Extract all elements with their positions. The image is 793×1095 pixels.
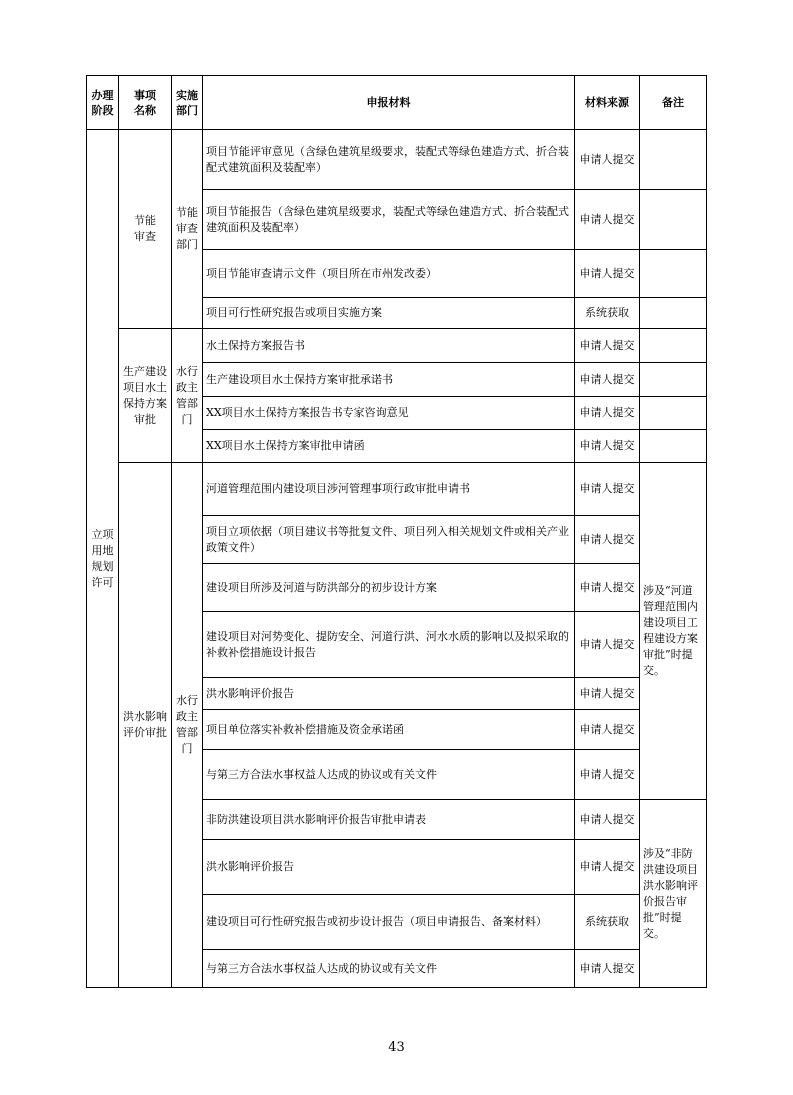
source-cell: 申请人提交 — [575, 800, 640, 840]
material-cell: 项目可行性研究报告或项目实施方案 — [203, 298, 575, 329]
source-cell: 申请人提交 — [575, 950, 640, 988]
material-cell: 项目立项依据（项目建议书等批复文件、项目列入相关规划文件或相关产业政策文件） — [203, 516, 575, 564]
source-cell: 申请人提交 — [575, 363, 640, 397]
source-cell: 申请人提交 — [575, 329, 640, 363]
source-cell: 申请人提交 — [575, 430, 640, 463]
source-cell: 系统获取 — [575, 298, 640, 329]
source-cell: 申请人提交 — [575, 750, 640, 800]
header-item: 事项名称 — [119, 76, 172, 130]
material-cell: 洪水影响评价报告 — [203, 678, 575, 710]
material-cell: 项目单位落实补救补偿措施及资金承诺函 — [203, 710, 575, 750]
source-cell: 申请人提交 — [575, 710, 640, 750]
source-cell: 申请人提交 — [575, 612, 640, 678]
remark-cell — [640, 397, 707, 430]
dept-cell: 节能审查部门 — [172, 130, 203, 329]
table-row — [87, 329, 707, 363]
materials-table — [86, 75, 707, 988]
remark-cell — [640, 329, 707, 363]
dept-cell: 水行政主管部门 — [172, 463, 203, 988]
header-materials: 申报材料 — [203, 76, 575, 130]
table-row — [87, 130, 707, 190]
header-row — [87, 76, 707, 130]
material-cell: 河道管理范围内建设项目涉河管理事项行政审批申请书 — [203, 463, 575, 516]
material-cell: 非防洪建设项目洪水影响评价报告审批申请表 — [203, 800, 575, 840]
header-dept: 实施部门 — [172, 76, 203, 130]
remark-cell — [640, 130, 707, 190]
source-cell: 申请人提交 — [575, 397, 640, 430]
material-cell: 项目节能报告（含绿色建筑星级要求，装配式等绿色建造方式、折合装配式建筑面积及装配率） — [203, 190, 575, 250]
material-cell: 水土保持方案报告书 — [203, 329, 575, 363]
material-cell: XX项目水土保持方案报告书专家咨询意见 — [203, 397, 575, 430]
header-source: 材料来源 — [575, 76, 640, 130]
header-remarks: 备注 — [640, 76, 707, 130]
source-cell: 系统获取 — [575, 895, 640, 950]
material-cell: 建设项目对河势变化、提防安全、河道行洪、河水水质的影响以及拟采取的补救补偿措施设计报告 — [203, 612, 575, 678]
material-cell: XX项目水土保持方案审批申请函 — [203, 430, 575, 463]
material-cell: 建设项目可行性研究报告或初步设计报告（项目申请报告、备案材料） — [203, 895, 575, 950]
material-cell: 与第三方合法水事权益人达成的协议或有关文件 — [203, 750, 575, 800]
remark-river: 涉及“河道管理范围内建设项目工程建设方案审批”时提交。 — [640, 463, 707, 800]
source-cell: 申请人提交 — [575, 130, 640, 190]
page-number: 43 — [388, 1040, 405, 1055]
item-cell: 洪水影响评价审批 — [119, 463, 172, 988]
material-cell: 生产建设项目水土保持方案审批承诺书 — [203, 363, 575, 397]
source-cell: 申请人提交 — [575, 190, 640, 250]
material-cell: 洪水影响评价报告 — [203, 840, 575, 895]
material-cell: 与第三方合法水事权益人达成的协议或有关文件 — [203, 950, 575, 988]
source-cell: 申请人提交 — [575, 463, 640, 516]
remark-cell — [640, 190, 707, 250]
source-cell: 申请人提交 — [575, 250, 640, 298]
item-cell: 生产建设项目水土保持方案审批 — [119, 329, 172, 463]
remark-cell — [640, 430, 707, 463]
remark-cell — [640, 250, 707, 298]
source-cell: 申请人提交 — [575, 516, 640, 564]
source-cell: 申请人提交 — [575, 678, 640, 710]
item-cell: 节能审查 — [119, 130, 172, 329]
stage-cell: 立项用地规划许可 — [87, 130, 119, 988]
source-cell: 申请人提交 — [575, 564, 640, 612]
header-stage: 办理阶段 — [87, 76, 119, 130]
material-cell: 建设项目所涉及河道与防洪部分的初步设计方案 — [203, 564, 575, 612]
remark-nonflood: 涉及“非防洪建设项目洪水影响评价报告审批”时提交。 — [640, 800, 707, 988]
dept-cell: 水行政主管部门 — [172, 329, 203, 463]
source-cell: 申请人提交 — [575, 840, 640, 895]
material-cell: 项目节能评审意见（含绿色建筑星级要求，装配式等绿色建造方式、折合装配式建筑面积及装配率） — [203, 130, 575, 190]
table-row — [87, 463, 707, 516]
material-cell: 项目节能审查请示文件（项目所在市州发改委） — [203, 250, 575, 298]
remark-cell — [640, 298, 707, 329]
remark-cell — [640, 363, 707, 397]
